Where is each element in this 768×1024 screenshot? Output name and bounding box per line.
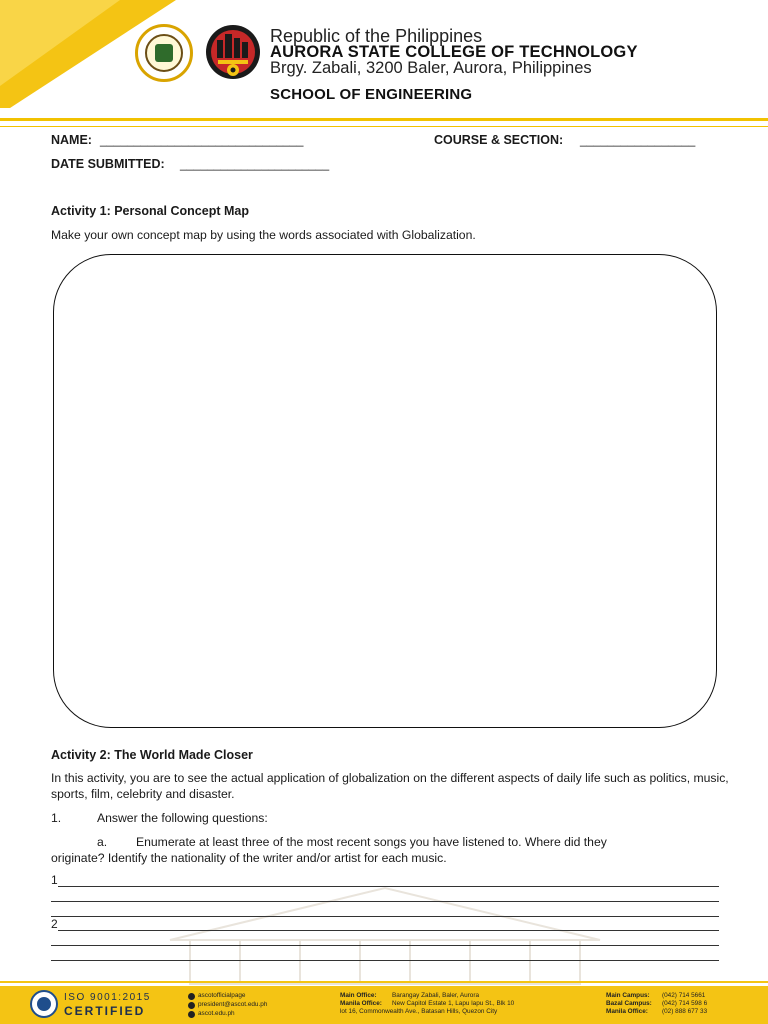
page-footer [0, 986, 768, 1024]
main-office-label: Main Office: [340, 992, 377, 999]
answer-line[interactable] [51, 945, 719, 946]
manila-office-label: Manila Office: [340, 1000, 382, 1007]
main-campus-label: Main Campus: [606, 992, 650, 999]
activity2-intro: In this activity, you are to see the actual application of globalization on the different aspects of daily life such as politics, music, sports, film, celebrity and disaster. [51, 771, 729, 801]
footer-website[interactable]: ascot.edu.ph [198, 1010, 235, 1017]
activity1-title: Activity 1: Personal Concept Map [51, 204, 249, 218]
question1a-text-line1: Enumerate at least three of the most recent songs you have listened to. Where did they [136, 835, 607, 849]
answer-line[interactable] [58, 930, 719, 931]
question1-text: Answer the following questions: [97, 811, 268, 825]
iso-standard: ISO 9001:2015 [64, 992, 151, 1003]
footer-divider [0, 981, 768, 983]
globe-icon [188, 1011, 195, 1018]
answer-line[interactable] [58, 886, 719, 887]
concept-map-box[interactable] [53, 254, 717, 728]
question1a-text-line2: originate? Identify the nationality of the writer and/or artist for each music. [51, 851, 447, 865]
question1-number: 1. [51, 811, 62, 825]
email-icon [188, 1002, 195, 1009]
answer-line[interactable] [51, 960, 719, 961]
header-republic: Republic of the Philippines [270, 26, 483, 46]
answer-line[interactable] [51, 901, 719, 902]
header-college-name: AURORA STATE COLLEGE OF TECHNOLOGY [270, 43, 638, 61]
footer-facebook[interactable]: ascotofficialpage [198, 992, 246, 999]
date-submitted-field-line[interactable]: ______________________ [180, 157, 330, 171]
iso-certified: CERTIFIED [64, 1004, 146, 1018]
manila-office-value: New Capitol Estate 1, Lapu lapu St., Blk 10 [392, 1000, 515, 1007]
header-address: Brgy. Zabali, 3200 Baler, Aurora, Philippines [270, 59, 592, 77]
manila-office-phone: (02) 888 677 33 [662, 1008, 708, 1015]
bazal-campus-phone: (042) 714 598 6 [662, 1000, 708, 1007]
header-divider-thin [0, 126, 768, 127]
facebook-icon [188, 993, 195, 1000]
main-campus-phone: (042) 714 5661 [662, 992, 706, 999]
course-section-label: COURSE & SECTION: [434, 133, 564, 147]
main-office-value: Barangay Zabali, Baler, Aurora [392, 992, 480, 999]
building-watermark [150, 880, 620, 986]
answer-number-1: 1 [51, 873, 58, 887]
name-label: NAME: [51, 133, 92, 147]
activity1-instruction: Make your own concept map by using the words associated with Globalization. [51, 228, 476, 242]
footer-email[interactable]: president@ascot.edu.ph [198, 1001, 268, 1008]
header-divider [0, 118, 768, 121]
name-field-line[interactable]: ______________________________ [100, 133, 304, 147]
course-section-field-line[interactable]: _________________ [580, 133, 696, 147]
question1a-letter: a. [97, 835, 108, 849]
manila-office-phone-label: Manila Office: [606, 1008, 648, 1015]
iso-badge-icon [30, 990, 58, 1018]
college-seal-logo [135, 24, 193, 82]
answer-line[interactable] [51, 916, 719, 917]
manila-office-address: lot 16, Commonwealth Ave., Batasan Hills, Quezon City [340, 1008, 498, 1015]
header-school: SCHOOL OF ENGINEERING [270, 86, 473, 103]
engineering-seal-logo [204, 20, 262, 82]
date-submitted-label: DATE SUBMITTED: [51, 157, 165, 171]
answer-number-2: 2 [51, 917, 58, 931]
activity2-title: Activity 2: The World Made Closer [51, 748, 253, 762]
bazal-campus-label: Bazal Campus: [606, 1000, 652, 1007]
